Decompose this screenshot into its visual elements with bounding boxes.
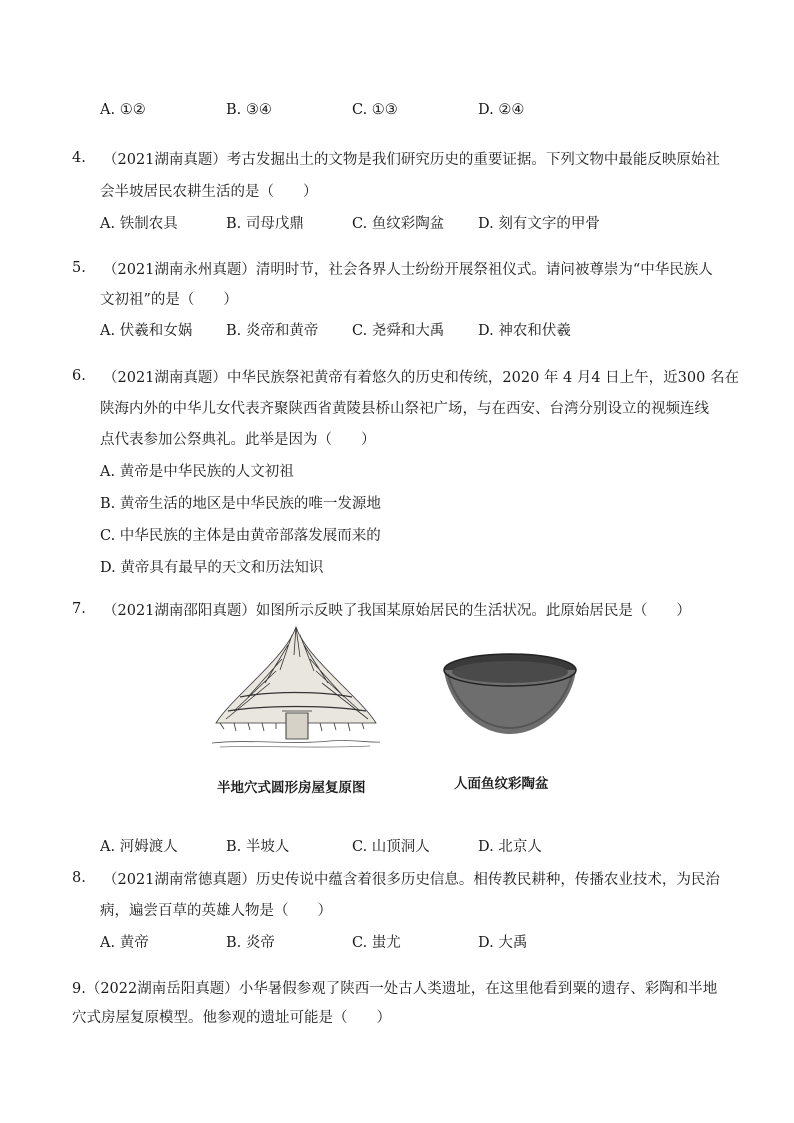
option-d[interactable]: D. 黄帝具有最早的天文和历法知识 [100,560,324,576]
painted-pottery-basin-illustration [440,650,580,738]
option-b[interactable]: B. 黄帝生活的地区是中华民族的唯一发源地 [100,496,381,512]
q4-stem-line1: （2021湖南真题）考古发掘出土的文物是我们研究历史的重要证据。下列文物中最能反映原始社 [103,152,720,168]
option-c[interactable]: C. 中华民族的主体是由黄帝部落发展而来的 [100,528,381,544]
q6-stem-line3: 点代表参加公祭典礼。此举是因为（ ） [100,432,376,448]
q5-stem-line2: 文初祖”的是（ ） [100,292,238,308]
basin-caption: 人面鱼纹彩陶盆 [454,776,549,792]
house-caption: 半地穴式圆形房屋复原图 [217,780,366,796]
option-d[interactable]: D. 神农和伏羲 [478,323,571,339]
question-number: 8. [72,870,86,886]
option-a[interactable]: A. 黄帝是中华民族的人文初祖 [100,464,294,480]
option-c[interactable]: C. 蚩尤 [352,935,401,951]
option-b[interactable]: B. 炎帝和黄帝 [226,323,319,339]
option-c[interactable]: C. 山顶洞人 [352,839,430,855]
option-a[interactable]: A. 河姆渡人 [100,839,178,855]
option-b[interactable]: B. 司母戊鼎 [226,216,304,232]
q6-stem-line1: （2021湖南真题）中华民族祭祀黄帝有着悠久的历史和传统，2020 年 4 月4 日上午，近300 名在 [103,370,739,386]
semi-subterranean-house-illustration [210,625,382,757]
q7-stem-line1: （2021湖南邵阳真题）如图所示反映了我国某原始居民的生活状况。此原始居民是（ ） [103,603,691,619]
q8-stem-line1: （2021湖南常德真题）历史传说中蕴含着很多历史信息。相传教民耕种，传播农业技术，为民治 [103,872,720,888]
question-number: 5. [72,260,86,276]
option-a[interactable]: A. 伏羲和女娲 [100,323,193,339]
option-b[interactable]: B. 半坡人 [226,839,290,855]
q6-stem-line2: 陕海内外的中华儿女代表齐聚陕西省黄陵县桥山祭祀广场，与在西安、台湾分别设立的视频连线 [100,401,709,417]
option-b[interactable]: B. ③④ [226,102,272,118]
question-number: 7. [72,601,86,617]
q5-stem-line1: （2021湖南永州真题）清明时节，社会各界人士纷纷开展祭祖仪式。请问被尊崇为“中华民族人 [103,262,713,278]
option-d[interactable]: D. 大禹 [478,935,528,951]
q9-stem-line1: 9.（2022湖南岳阳真题）小华暑假参观了陕西一处古人类遗址，在这里他看到粟的遗存、彩陶和半地 [72,981,718,997]
option-d[interactable]: D. 刻有文字的甲骨 [478,216,600,232]
question-number: 6. [72,368,86,384]
option-d[interactable]: D. ②④ [478,102,525,118]
option-c[interactable]: C. ①③ [352,102,398,118]
q9-stem-line2: 穴式房屋复原模型。他参观的遗址可能是（ ） [72,1010,391,1026]
option-b[interactable]: B. 炎帝 [226,935,275,951]
question-number: 4. [72,150,86,166]
option-a[interactable]: A. ①② [100,102,146,118]
q8-stem-line2: 病，遍尝百草的英雄人物是（ ） [100,903,332,919]
q4-stem-line2: 会半坡居民农耕生活的是（ ） [100,184,318,200]
option-a[interactable]: A. 铁制农具 [100,216,178,232]
option-c[interactable]: C. 尧舜和大禹 [352,323,445,339]
option-c[interactable]: C. 鱼纹彩陶盆 [352,216,445,232]
option-d[interactable]: D. 北京人 [478,839,542,855]
option-a[interactable]: A. 黄帝 [100,935,149,951]
